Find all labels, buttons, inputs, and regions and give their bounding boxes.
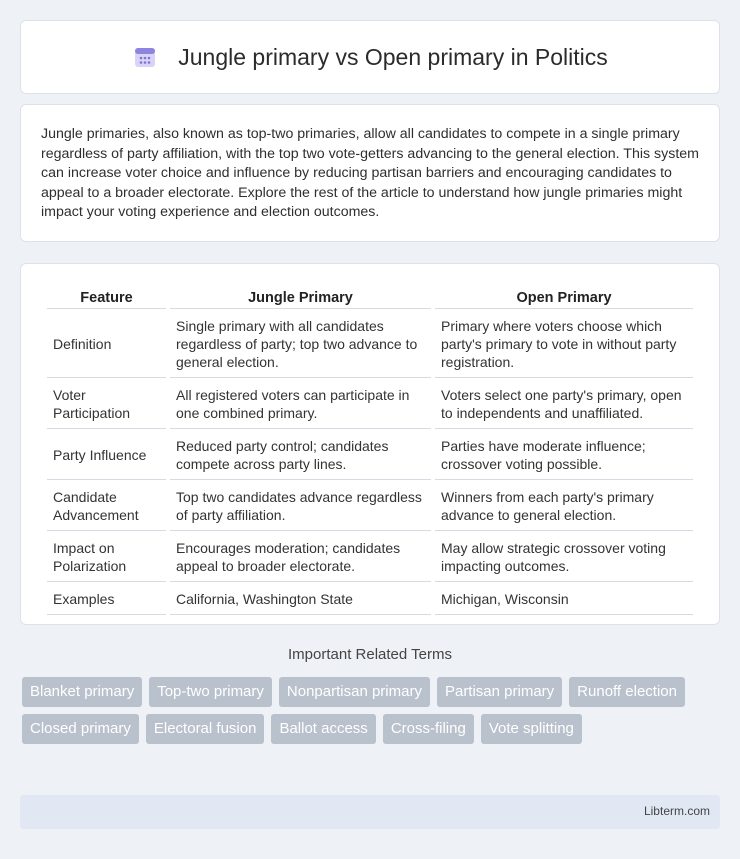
open-cell: Primary where voters choose which party's primary to vote in without party registration. [435,311,693,378]
header-open-primary: Open Primary [435,284,693,309]
jungle-cell: Top two candidates advance regardless of party affiliation. [170,482,431,531]
header-feature: Feature [47,284,166,309]
related-term-tag[interactable]: Runoff election [569,677,685,707]
table-row [47,380,693,429]
jungle-cell: All registered voters can participate in one combined primary. [170,380,431,429]
related-term-tag[interactable]: Cross-filing [383,714,474,744]
open-cell: Michigan, Wisconsin [435,584,693,615]
open-cell: Voters select one party's primary, open to independents and unaffiliated. [435,380,693,429]
related-term-tag[interactable]: Nonpartisan primary [279,677,430,707]
jungle-cell: Encourages moderation; candidates appeal to broader electorate. [170,533,431,582]
footer-site-link[interactable]: Libterm.com [643,804,710,818]
jungle-cell: Single primary with all candidates regardless of party; top two advance to general election. [170,311,431,378]
header-card [20,20,720,94]
related-term-tag[interactable]: Partisan primary [437,677,562,707]
jungle-cell: Reduced party control; candidates compete across party lines. [170,431,431,480]
feature-cell: Examples [47,584,166,615]
open-cell: Parties have moderate influence; crossover voting possible. [435,431,693,480]
table-header-row [47,284,693,309]
related-term-tag[interactable]: Ballot access [271,714,375,744]
open-cell: Winners from each party's primary advance to general election. [435,482,693,531]
related-term-tag[interactable]: Electoral fusion [146,714,265,744]
table-row [47,584,693,615]
jungle-cell: California, Washington State [170,584,431,615]
feature-cell: Party Influence [47,431,166,480]
intro-text: Jungle primaries, also known as top-two primaries, allow all candidates to compete in a single primary regardless of party affiliation, with the top two vote-getters advancing to the general election. This system can increase voter choice and influence by reducing partisan barriers and encouraging candidates to appeal to a broader electorate. Explore the rest of the article to understand how jungle primaries might impact your voting experience and election outcomes. [41,126,699,221]
feature-cell: Voter Participation [47,380,166,429]
related-terms-title: Important Related Terms [288,646,452,663]
footer [20,795,720,829]
related-term-tag[interactable]: Blanket primary [22,677,142,707]
open-cell: May allow strategic crossover voting impacting outcomes. [435,533,693,582]
related-term-tag[interactable]: Closed primary [22,714,139,744]
related-term-tag[interactable]: Top-two primary [149,677,272,707]
table-row [47,431,693,480]
feature-cell: Impact on Polarization [47,533,166,582]
feature-cell: Candidate Advancement [47,482,166,531]
table-row [47,311,693,378]
intro-card [20,104,720,242]
page-title: Jungle primary vs Open primary in Politics [178,43,608,70]
feature-cell: Definition [47,311,166,378]
table-row [47,533,693,582]
related-term-tag[interactable]: Vote splitting [481,714,582,744]
header-jungle-primary: Jungle Primary [170,284,431,309]
comparison-table [43,282,697,617]
related-terms-list [22,677,722,751]
comparison-table-card [20,263,720,625]
table-row [47,482,693,531]
calendar-icon [132,44,158,70]
